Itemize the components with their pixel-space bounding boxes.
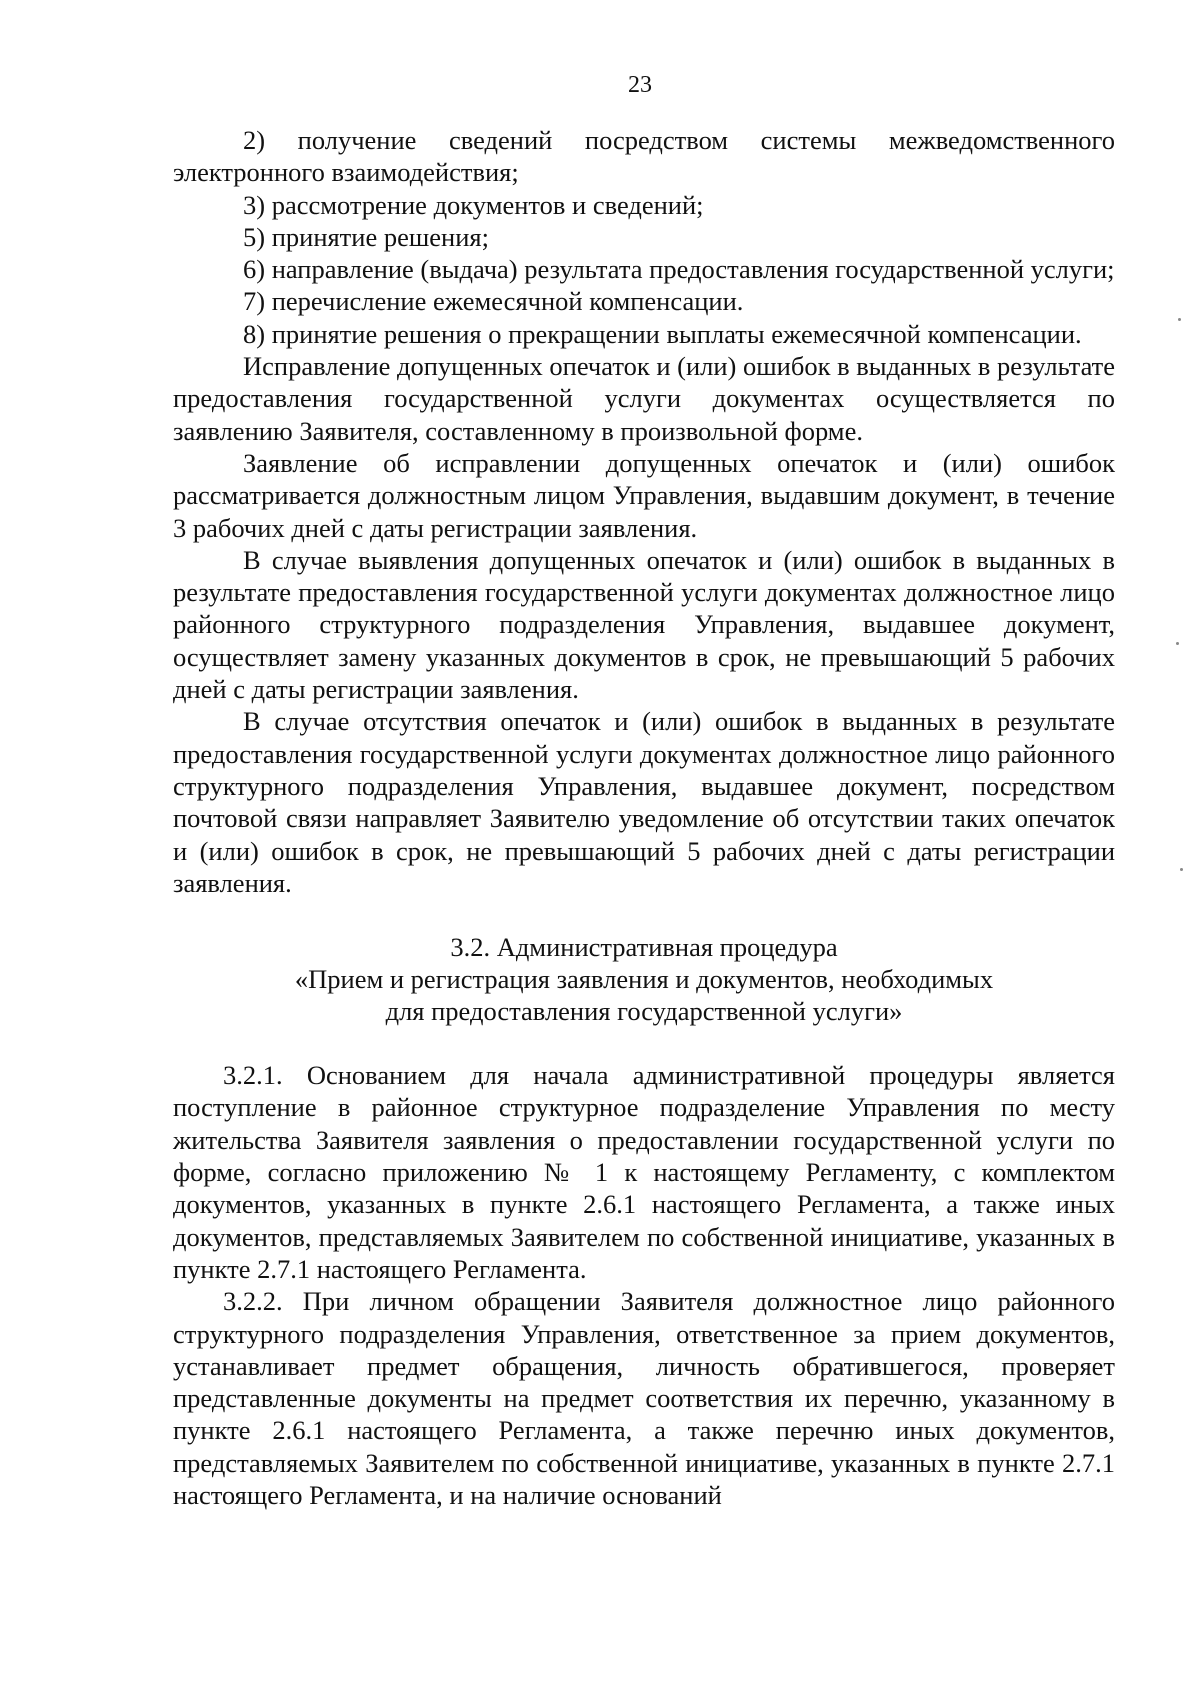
list-item-3: 3) рассмотрение документов и сведений; <box>243 189 704 220</box>
scan-speck <box>1180 868 1183 871</box>
paragraph-3-2-1: 3.2.1. Основанием для начала административной процедуры является поступление в районное структурное подразделение Управления по месту жительства Заявителя заявления о предоставлении государственной услуги по форме, согласно приложению № 1 к настоящему Регламенту, с комплектом документов, указанных в пункте 2.6.1 настоящего Регламента, а также иных документов, представляемых Заявителем по собственной инициативе, указанных в пункте 2.7.1 настоящего Регламента. <box>173 1060 1115 1284</box>
paragraph-correction-request: Заявление об исправлении допущенных опечаток и (или) ошибок рассматривается должностным лицом Управления, выдавшим документ, в течение 3 рабочих дней с даты регистрации заявления. <box>173 447 1115 543</box>
page-number: 23 <box>628 72 652 98</box>
section-spacer <box>173 1027 1115 1059</box>
list-item-7: 7) перечисление ежемесячной компенсации. <box>243 286 744 317</box>
paragraph-errors-found: В случае выявления допущенных опечаток и (или) ошибок в выданных в результате предоставления государственной услуги документах должностное лицо районного структурного подразделения Управления, выдавшее документ, осуществляет замену указанных документов в срок, не превышающий 5 рабочих дней с даты регистрации заявления. <box>173 544 1115 705</box>
scan-speck <box>1178 318 1181 321</box>
document-body <box>173 124 1115 1511</box>
section-heading-line-3: для предоставления государственной услуги» <box>385 996 903 1027</box>
section-heading <box>173 931 1115 1027</box>
list-item-2: 2) получение сведений посредством системы межведомственного электронного взаимодействия; <box>173 125 1115 188</box>
scan-speck <box>1176 642 1179 645</box>
list-item-5: 5) принятие решения; <box>243 221 489 252</box>
section-heading-line-1: 3.2. Административная процедура <box>450 932 838 963</box>
paragraph-error-correction: Исправление допущенных опечаток и (или) ошибок в выданных в результате предоставления государственной услуги документах осуществляется по заявлению Заявителя, составленному в произвольной форме. <box>173 351 1115 446</box>
list-item-6: 6) направление (выдача) результата предоставления государственной услуги; <box>243 254 1115 285</box>
section-heading-line-2: «Прием и регистрация заявления и документов, необходимых <box>294 964 994 995</box>
list-item-8: 8) принятие решения о прекращении выплаты ежемесячной компенсации. <box>243 318 1082 349</box>
paragraph-3-2-2: 3.2.2. При личном обращении Заявителя должностное лицо районного структурного подразделения Управления, ответственное за прием документов, устанавливает предмет обращения, личность обратившегося, проверяет представленные документы на предмет соответствия их перечню, указанному в пункте 2.6.1 настоящего Регламента, а также перечню иных документов, представляемых Заявителем по собственной инициативе, указанных в пункте 2.7.1 настоящего Регламента, и на наличие оснований <box>173 1286 1115 1510</box>
paragraph-errors-absent: В случае отсутствия опечаток и (или) ошибок в выданных в результате предоставления государственной услуги документах должностное лицо районного структурного подразделения Управления, выдавшее документ, посредством почтовой связи направляет Заявителю уведомление об отсутствии таких опечаток и (или) ошибок в срок, не превышающий 5 рабочих дней с даты регистрации заявления. <box>173 706 1115 898</box>
